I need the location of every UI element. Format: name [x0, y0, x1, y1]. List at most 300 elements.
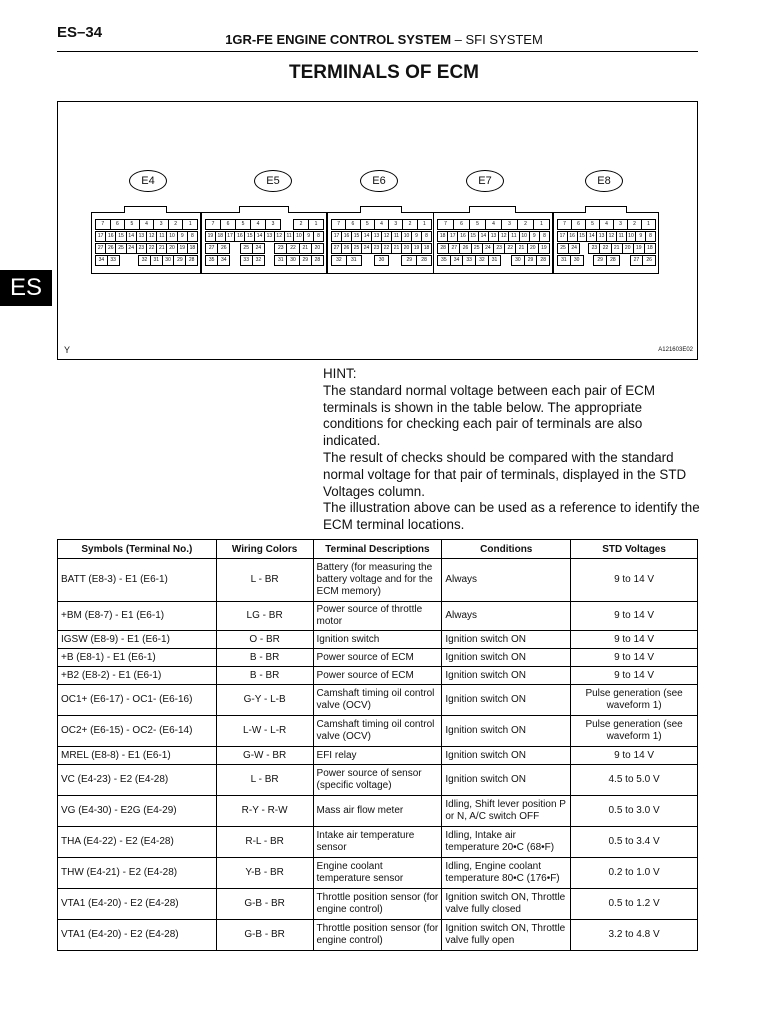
connector-body-e5 [201, 212, 327, 274]
cell-voltage: 4.5 to 5.0 V [571, 765, 698, 796]
connector-label-e6: E6 [360, 170, 398, 192]
terminal-pin: 31 [346, 255, 362, 266]
system-subtitle: SFI SYSTEM [465, 32, 543, 47]
cell-wiring: G-B - BR [216, 889, 313, 920]
table-header-row [58, 540, 698, 559]
hint-label: HINT: [323, 366, 357, 381]
terminal-pin: 9 [303, 231, 314, 242]
terminal-pin: 13 [136, 231, 147, 242]
terminal-pin: 17 [95, 231, 106, 242]
cell-voltage: 9 to 14 V [571, 559, 698, 602]
terminal-pin: 3 [613, 219, 628, 230]
cell-voltage: 9 to 14 V [571, 649, 698, 667]
hint-paragraph-2: The result of checks should be compared with the standard normal voltage for that pair of terminals, displayed in the STD Voltages column. [323, 449, 687, 499]
terminal-pin: 8 [539, 231, 550, 242]
terminal-pin: 22 [146, 243, 157, 254]
terminal-pin: 18 [187, 243, 198, 254]
terminal-pin: 35 [437, 255, 451, 266]
cell-wiring: LG - BR [216, 602, 313, 631]
cell-description: Camshaft timing oil control valve (OCV) [313, 685, 442, 716]
cell-symbol: OC2+ (E6-15) - OC2- (E6-14) [58, 716, 217, 747]
terminal-pin: 17 [331, 231, 342, 242]
connector-label-e8: E8 [585, 170, 623, 192]
cell-condition: Ignition switch ON [442, 631, 571, 649]
cell-symbol: VTA1 (E4-20) - E2 (E4-28) [58, 920, 217, 951]
cell-condition: Ignition switch ON [442, 765, 571, 796]
header-separator: – [454, 32, 462, 47]
terminal-pin: 31 [557, 255, 571, 266]
terminal-pin: 34 [217, 255, 230, 266]
connector-body-e7 [433, 212, 553, 274]
terminal-pin: 4 [485, 219, 502, 230]
cell-condition: Idling, Engine coolant temperature 80•C (176•F) [442, 858, 571, 889]
cell-wiring: R-Y - R-W [216, 796, 313, 827]
table-row [58, 889, 698, 920]
terminal-pin: 5 [360, 219, 375, 230]
cell-voltage: 9 to 14 V [571, 667, 698, 685]
terminal-pin: 26 [341, 243, 352, 254]
terminal-pin: 5 [124, 219, 140, 230]
terminal-pin: 21 [391, 243, 402, 254]
terminal-pin: 5 [585, 219, 600, 230]
terminal-pin: 2 [168, 219, 184, 230]
terminal-pin: 4 [139, 219, 155, 230]
terminal-pin: 14 [361, 231, 372, 242]
terminal-pin: 3 [265, 219, 281, 230]
terminal-pin: 3 [388, 219, 403, 230]
pin-row [437, 243, 549, 254]
terminal-pin: 29 [524, 255, 538, 266]
cell-wiring: O - BR [216, 631, 313, 649]
connector-label-e4: E4 [129, 170, 167, 192]
terminal-pin: 7 [95, 219, 111, 230]
cell-symbol: VG (E4-30) - E2G (E4-29) [58, 796, 217, 827]
cell-description: Power source of throttle motor [313, 602, 442, 631]
terminal-pin: 21 [515, 243, 527, 254]
cell-wiring: G-W - BR [216, 747, 313, 765]
pin-row [331, 243, 431, 254]
terminal-pin: 8 [313, 231, 324, 242]
cell-voltage: 9 to 14 V [571, 631, 698, 649]
pin-row [205, 255, 323, 266]
terminal-pin: 15 [351, 231, 362, 242]
terminal-pin: 32 [252, 255, 265, 266]
cell-symbol: BATT (E8-3) - E1 (E6-1) [58, 559, 217, 602]
terminal-pin: 10 [166, 231, 177, 242]
terminal-pin: 9 [411, 231, 422, 242]
pin-row [557, 255, 655, 266]
terminal-pin: 22 [504, 243, 516, 254]
table-row [58, 602, 698, 631]
cell-voltage: 3.2 to 4.8 V [571, 920, 698, 951]
running-header [0, 32, 768, 47]
table-row [58, 559, 698, 602]
terminal-pin: 7 [557, 219, 572, 230]
terminal-pin: 26 [459, 243, 471, 254]
terminal-pin: 19 [411, 243, 422, 254]
ecm-connector-figure [57, 101, 698, 360]
hint-paragraph-1: The standard normal voltage between each pair of ECM terminals is shown in the table below. The appropriate conditions for checking each pair of terminals are also indicated. [323, 382, 655, 449]
terminal-pin: 3 [501, 219, 518, 230]
terminal-pin: 7 [205, 219, 221, 230]
terminal-pin: 6 [345, 219, 360, 230]
pin-row [557, 231, 655, 242]
pin-row [205, 219, 323, 230]
figure-corner-letter: Y [64, 345, 71, 355]
terminal-pin: 2 [627, 219, 642, 230]
cell-symbol: OC1+ (E6-17) - OC1- (E6-16) [58, 685, 217, 716]
cell-description: Camshaft timing oil control valve (OCV) [313, 716, 442, 747]
cell-wiring: R-L - BR [216, 827, 313, 858]
terminal-pin: 17 [447, 231, 458, 242]
terminal-pin: 10 [626, 231, 637, 242]
terminal-pin: 33 [462, 255, 476, 266]
terminal-pin: 2 [517, 219, 534, 230]
terminal-pin: 28 [437, 243, 449, 254]
cell-description: Mass air flow meter [313, 796, 442, 827]
connector-latch [360, 206, 402, 213]
terminal-pin: 26 [217, 243, 230, 254]
terminal-pin: 21 [299, 243, 312, 254]
cell-description: Power source of sensor (specific voltage) [313, 765, 442, 796]
terminal-pin: 2 [293, 219, 309, 230]
terminal-pin: 25 [557, 243, 569, 254]
terminal-pin: 19 [538, 243, 550, 254]
terminal-pin: 23 [588, 243, 600, 254]
terminal-pin: 20 [527, 243, 539, 254]
terminal-pin: 31 [150, 255, 163, 266]
terminal-pin: 1 [308, 219, 324, 230]
terminal-pin: 18 [215, 231, 226, 242]
terminal-pin: 28 [185, 255, 198, 266]
terminal-pin: 13 [264, 231, 275, 242]
pin-row [557, 243, 655, 254]
terminal-pin: 11 [284, 231, 295, 242]
terminal-pin: 16 [105, 231, 116, 242]
cell-condition: Always [442, 559, 571, 602]
terminal-pin: 18 [437, 231, 448, 242]
col-header-voltages: STD Voltages [571, 540, 698, 559]
terminal-pin: 16 [234, 231, 245, 242]
cell-description: Engine coolant temperature sensor [313, 858, 442, 889]
cell-wiring: B - BR [216, 667, 313, 685]
terminal-pin: 11 [391, 231, 402, 242]
terminal-pin: 6 [110, 219, 126, 230]
cell-voltage: Pulse generation (see waveform 1) [571, 685, 698, 716]
connector-latch [239, 206, 289, 213]
cell-symbol: THW (E4-21) - E2 (E4-28) [58, 858, 217, 889]
terminal-pin: 12 [606, 231, 617, 242]
terminal-pin: 28 [606, 255, 620, 266]
cell-condition: Ignition switch ON, Throttle valve fully open [442, 920, 571, 951]
pin-row [95, 243, 197, 254]
terminal-voltage-table [57, 539, 698, 951]
terminal-pin: 30 [511, 255, 525, 266]
terminal-pin: 9 [635, 231, 646, 242]
terminal-pin: 12 [146, 231, 157, 242]
terminal-pin: 4 [599, 219, 614, 230]
cell-wiring: B - BR [216, 649, 313, 667]
terminal-pin: 32 [331, 255, 347, 266]
terminal-pin: 31 [274, 255, 287, 266]
table-row [58, 685, 698, 716]
terminal-pin: 11 [508, 231, 519, 242]
terminal-pin: 16 [567, 231, 578, 242]
terminal-pin: 19 [633, 243, 645, 254]
terminal-pin: 26 [105, 243, 116, 254]
cell-description: Throttle position sensor (for engine control) [313, 920, 442, 951]
terminal-pin: 19 [205, 231, 216, 242]
terminal-pin: 20 [622, 243, 634, 254]
terminal-pin: 18 [421, 243, 432, 254]
pin-row [331, 231, 431, 242]
table-row [58, 716, 698, 747]
terminal-pin: 30 [286, 255, 299, 266]
col-header-wiring: Wiring Colors [216, 540, 313, 559]
cell-condition: Ignition switch ON [442, 747, 571, 765]
terminal-pin: 25 [115, 243, 126, 254]
table-row [58, 747, 698, 765]
terminal-pin: 13 [371, 231, 382, 242]
terminal-pin: 24 [482, 243, 494, 254]
terminal-pin: 1 [182, 219, 198, 230]
terminal-pin: 23 [493, 243, 505, 254]
terminal-pin: 33 [240, 255, 253, 266]
terminal-pin: 7 [437, 219, 454, 230]
cell-condition: Ignition switch ON [442, 685, 571, 716]
terminal-pin: 15 [577, 231, 588, 242]
terminal-pin: 8 [645, 231, 656, 242]
terminal-pin: 6 [571, 219, 586, 230]
page-number: ES–34 [57, 24, 103, 41]
terminal-pin: 13 [596, 231, 607, 242]
terminal-pin: 6 [220, 219, 236, 230]
terminal-pin: 16 [457, 231, 468, 242]
terminal-pin: 27 [95, 243, 106, 254]
terminal-pin: 20 [311, 243, 324, 254]
connector-body-e4 [91, 212, 201, 274]
terminal-pin: 8 [421, 231, 432, 242]
cell-condition: Ignition switch ON [442, 649, 571, 667]
cell-symbol: +BM (E8-7) - E1 (E6-1) [58, 602, 217, 631]
pin-row [95, 255, 197, 266]
terminal-pin: 20 [401, 243, 412, 254]
terminal-pin: 29 [299, 255, 312, 266]
terminal-pin: 15 [115, 231, 126, 242]
terminal-pin: 23 [371, 243, 382, 254]
pin-row [437, 255, 549, 266]
cell-voltage: 9 to 14 V [571, 747, 698, 765]
terminal-pin: 22 [599, 243, 611, 254]
section-tab: ES [0, 270, 52, 306]
table-row [58, 631, 698, 649]
terminal-pin: 20 [166, 243, 177, 254]
cell-description: Power source of ECM [313, 667, 442, 685]
terminal-pin: 2 [402, 219, 417, 230]
terminal-pin: 24 [361, 243, 372, 254]
terminal-pin: 19 [177, 243, 188, 254]
terminal-pin: 29 [401, 255, 417, 266]
terminal-pin: 1 [533, 219, 550, 230]
cell-symbol: IGSW (E8-9) - E1 (E6-1) [58, 631, 217, 649]
terminal-pin: 22 [286, 243, 299, 254]
terminal-pin: 14 [254, 231, 265, 242]
table-row [58, 920, 698, 951]
terminal-pin: 8 [187, 231, 198, 242]
cell-wiring: G-B - BR [216, 920, 313, 951]
cell-voltage: 0.5 to 1.2 V [571, 889, 698, 920]
terminal-pin: 14 [478, 231, 489, 242]
cell-voltage: 9 to 14 V [571, 602, 698, 631]
connector-label-e5: E5 [254, 170, 292, 192]
terminal-pin: 34 [95, 255, 108, 266]
terminal-pin: 4 [374, 219, 389, 230]
terminal-pin [361, 255, 375, 266]
cell-condition: Ignition switch ON [442, 716, 571, 747]
terminal-pin: 10 [519, 231, 530, 242]
cell-wiring: L - BR [216, 559, 313, 602]
cell-wiring: L - BR [216, 765, 313, 796]
terminal-pin: 29 [593, 255, 607, 266]
terminal-pin: 27 [448, 243, 460, 254]
terminal-pin [388, 255, 402, 266]
terminal-pin: 28 [536, 255, 550, 266]
terminal-pin: 22 [381, 243, 392, 254]
cell-description: Ignition switch [313, 631, 442, 649]
cell-symbol: MREL (E8-8) - E1 (E6-1) [58, 747, 217, 765]
table-row [58, 796, 698, 827]
terminal-pin: 17 [225, 231, 236, 242]
terminal-pin: 9 [177, 231, 188, 242]
terminal-pin: 24 [126, 243, 137, 254]
terminal-pin: 9 [529, 231, 540, 242]
cell-condition: Always [442, 602, 571, 631]
terminal-pin: 29 [173, 255, 186, 266]
table-row [58, 858, 698, 889]
cell-symbol: VTA1 (E4-20) - E2 (E4-28) [58, 889, 217, 920]
terminal-pin: 11 [156, 231, 167, 242]
terminal-pin: 10 [293, 231, 304, 242]
terminal-pin: 16 [341, 231, 352, 242]
pin-row [437, 219, 549, 230]
pin-row [437, 231, 549, 242]
terminal-pin: 24 [252, 243, 265, 254]
terminal-pin: 32 [138, 255, 151, 266]
cell-description: Power source of ECM [313, 649, 442, 667]
terminal-pin: 23 [274, 243, 287, 254]
cell-wiring: Y-B - BR [216, 858, 313, 889]
cell-description: Battery (for measuring the battery voltage and for the ECM memory) [313, 559, 442, 602]
terminal-pin: 33 [107, 255, 120, 266]
cell-voltage: 0.5 to 3.4 V [571, 827, 698, 858]
pin-row [331, 255, 431, 266]
col-header-description: Terminal Descriptions [313, 540, 442, 559]
terminal-pin: 1 [641, 219, 656, 230]
terminal-pin: 25 [351, 243, 362, 254]
pin-row [331, 219, 431, 230]
terminal-pin: 31 [488, 255, 502, 266]
figure-code: A121603E02 [658, 347, 693, 353]
hint-paragraph-3: The illustration above can be used as a reference to identify the ECM terminal locations. [323, 500, 700, 533]
terminal-pin: 12 [498, 231, 509, 242]
table-row [58, 765, 698, 796]
col-header-conditions: Conditions [442, 540, 571, 559]
terminal-pin: 21 [156, 243, 167, 254]
terminal-pin: 5 [235, 219, 251, 230]
col-header-symbols: Symbols (Terminal No.) [58, 540, 217, 559]
hint-block [323, 366, 703, 534]
cell-voltage: 0.5 to 3.0 V [571, 796, 698, 827]
terminal-pin: 27 [331, 243, 342, 254]
terminal-pin: 24 [568, 243, 580, 254]
cell-condition: Ignition switch ON, Throttle valve fully closed [442, 889, 571, 920]
terminal-pin: 27 [630, 255, 644, 266]
terminal-pin: 3 [153, 219, 169, 230]
terminal-pin: 21 [611, 243, 623, 254]
pin-row [205, 231, 323, 242]
terminal-pin: 26 [642, 255, 656, 266]
terminal-pin: 4 [250, 219, 266, 230]
pin-row [95, 219, 197, 230]
terminal-pin: 32 [475, 255, 489, 266]
terminal-pin: 10 [401, 231, 412, 242]
cell-condition: Idling, Intake air temperature 20•C (68•F) [442, 827, 571, 858]
terminal-pin: 11 [616, 231, 627, 242]
cell-voltage: 0.2 to 1.0 V [571, 858, 698, 889]
cell-voltage: Pulse generation (see waveform 1) [571, 716, 698, 747]
terminal-pin: 35 [205, 255, 218, 266]
cell-symbol: +B (E8-1) - E1 (E6-1) [58, 649, 217, 667]
connector-latch [585, 206, 627, 213]
terminal-pin: 1 [417, 219, 432, 230]
terminal-pin: 25 [471, 243, 483, 254]
terminal-pin: 14 [586, 231, 597, 242]
cell-symbol: +B2 (E8-2) - E1 (E6-1) [58, 667, 217, 685]
terminal-pin: 12 [274, 231, 285, 242]
cell-condition: Ignition switch ON [442, 667, 571, 685]
header-rule [57, 51, 698, 52]
terminal-pin: 12 [381, 231, 392, 242]
cell-symbol: THA (E4-22) - E2 (E4-28) [58, 827, 217, 858]
table-row [58, 827, 698, 858]
cell-symbol: VC (E4-23) - E2 (E4-28) [58, 765, 217, 796]
terminal-pin: 30 [570, 255, 584, 266]
system-name: 1GR-FE ENGINE CONTROL SYSTEM [225, 32, 452, 47]
terminal-pin: 28 [416, 255, 432, 266]
terminal-pin: 15 [468, 231, 479, 242]
terminal-pin: 30 [162, 255, 175, 266]
terminal-pin: 7 [331, 219, 346, 230]
table-row [58, 649, 698, 667]
cell-wiring: G-Y - L-B [216, 685, 313, 716]
cell-description: Intake air temperature sensor [313, 827, 442, 858]
terminal-pin: 28 [311, 255, 324, 266]
connector-body-e8 [553, 212, 659, 274]
terminal-pin: 5 [469, 219, 486, 230]
terminal-pin: 18 [644, 243, 656, 254]
terminal-pin: 30 [374, 255, 390, 266]
terminal-pin: 15 [244, 231, 255, 242]
connector-label-e7: E7 [466, 170, 504, 192]
cell-description: Throttle position sensor (for engine control) [313, 889, 442, 920]
terminal-pin: 23 [136, 243, 147, 254]
cell-wiring: L-W - L-R [216, 716, 313, 747]
cell-description: EFI relay [313, 747, 442, 765]
table-row [58, 667, 698, 685]
terminal-pin: 25 [240, 243, 253, 254]
terminal-pin [280, 219, 294, 230]
connector-latch [124, 206, 167, 213]
